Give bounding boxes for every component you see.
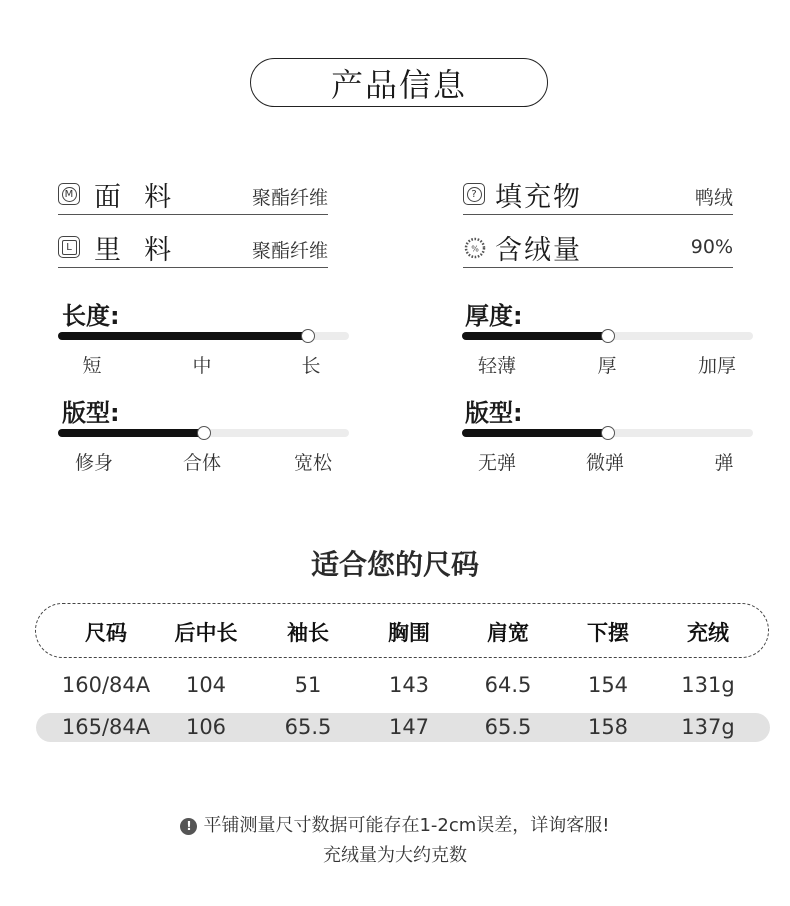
table-cell: 137g: [681, 715, 735, 739]
attr-lining-label: 里 料: [94, 235, 174, 266]
question-icon: ?: [463, 183, 485, 205]
length-title: 长度:: [62, 302, 120, 330]
table-cell: 165/84A: [61, 715, 151, 739]
attr-filling: [463, 175, 733, 215]
column-header: 袖长: [287, 621, 329, 645]
fit-tick-loose: 宽松: [293, 452, 333, 474]
length-slider: [58, 332, 349, 340]
attr-fabric: [58, 175, 328, 215]
stretch-slider: [462, 429, 753, 437]
attr-down-content-label: 含绒量: [495, 235, 582, 266]
fit-title: 版型:: [62, 399, 120, 427]
stretch-tick-stretch: 弹: [714, 452, 734, 474]
attr-fabric-label: 面 料: [94, 182, 174, 213]
table-cell: 65.5: [284, 715, 332, 739]
thickness-slider: [462, 332, 753, 340]
size-table-heading: 适合您的尺码: [310, 548, 479, 581]
fit-knob: [197, 426, 211, 440]
table-cell: 106: [185, 715, 227, 739]
thickness-fill: [462, 332, 608, 340]
column-header: 后中长: [174, 621, 238, 645]
exclamation-icon: !: [180, 818, 197, 835]
stretch-fill: [462, 429, 608, 437]
fit-slider: [58, 429, 349, 437]
fit-fill: [58, 429, 204, 437]
thickness-tick-extra: 加厚: [697, 355, 737, 377]
table-cell: 160/84A: [61, 673, 151, 697]
table-cell: 158: [587, 715, 629, 739]
measurement-note: [0, 811, 790, 837]
table-cell: 154: [587, 673, 629, 697]
thickness-knob: [601, 329, 615, 343]
attr-down-content-value: 90%: [690, 236, 733, 258]
table-cell: 147: [388, 715, 430, 739]
svg-text:%: %: [471, 244, 479, 254]
thickness-tick-light: 轻薄: [477, 355, 517, 377]
table-cell: 51: [294, 673, 322, 697]
l-letter-icon: L: [58, 236, 80, 258]
m-letter-icon: M: [58, 183, 80, 205]
stretch-title: 版型:: [465, 399, 523, 427]
column-header: 肩宽: [487, 621, 529, 645]
thickness-title: 厚度:: [465, 302, 523, 330]
length-knob: [301, 329, 315, 343]
attr-lining-value: 聚酯纤维: [251, 240, 328, 262]
thickness-tick-thick: 厚: [597, 355, 617, 377]
attr-filling-value: 鸭绒: [694, 187, 733, 209]
product-info-title: 产品信息: [250, 58, 548, 107]
column-header: 充绒: [687, 621, 729, 645]
table-cell: 131g: [681, 673, 735, 697]
attr-fabric-value: 聚酯纤维: [251, 187, 328, 209]
table-cell: 143: [388, 673, 430, 697]
length-tick-mid: 中: [192, 355, 212, 377]
table-cell: 104: [185, 673, 227, 697]
table-cell: 64.5: [484, 673, 532, 697]
fit-tick-regular: 合体: [182, 452, 222, 474]
measurement-note-text: 平铺测量尺寸数据可能存在1-2cm误差，详询客服!: [203, 815, 610, 836]
length-tick-long: 长: [301, 355, 321, 377]
stretch-tick-none: 无弹: [477, 452, 517, 474]
attr-filling-label: 填充物: [495, 182, 582, 213]
attr-down-content: [463, 228, 733, 268]
column-header: 下摆: [587, 621, 629, 645]
length-tick-short: 短: [82, 355, 102, 377]
down-weight-note: 充绒量为大约克数: [323, 845, 467, 866]
table-cell: 65.5: [484, 715, 532, 739]
fit-tick-slim: 修身: [74, 452, 114, 474]
length-fill: [58, 332, 308, 340]
column-header: 胸围: [388, 621, 430, 645]
column-header: 尺码: [85, 621, 127, 645]
stretch-knob: [601, 426, 615, 440]
attr-lining: [58, 228, 328, 268]
stretch-tick-slight: 微弹: [585, 452, 625, 474]
percent-dial-icon: [463, 236, 485, 258]
